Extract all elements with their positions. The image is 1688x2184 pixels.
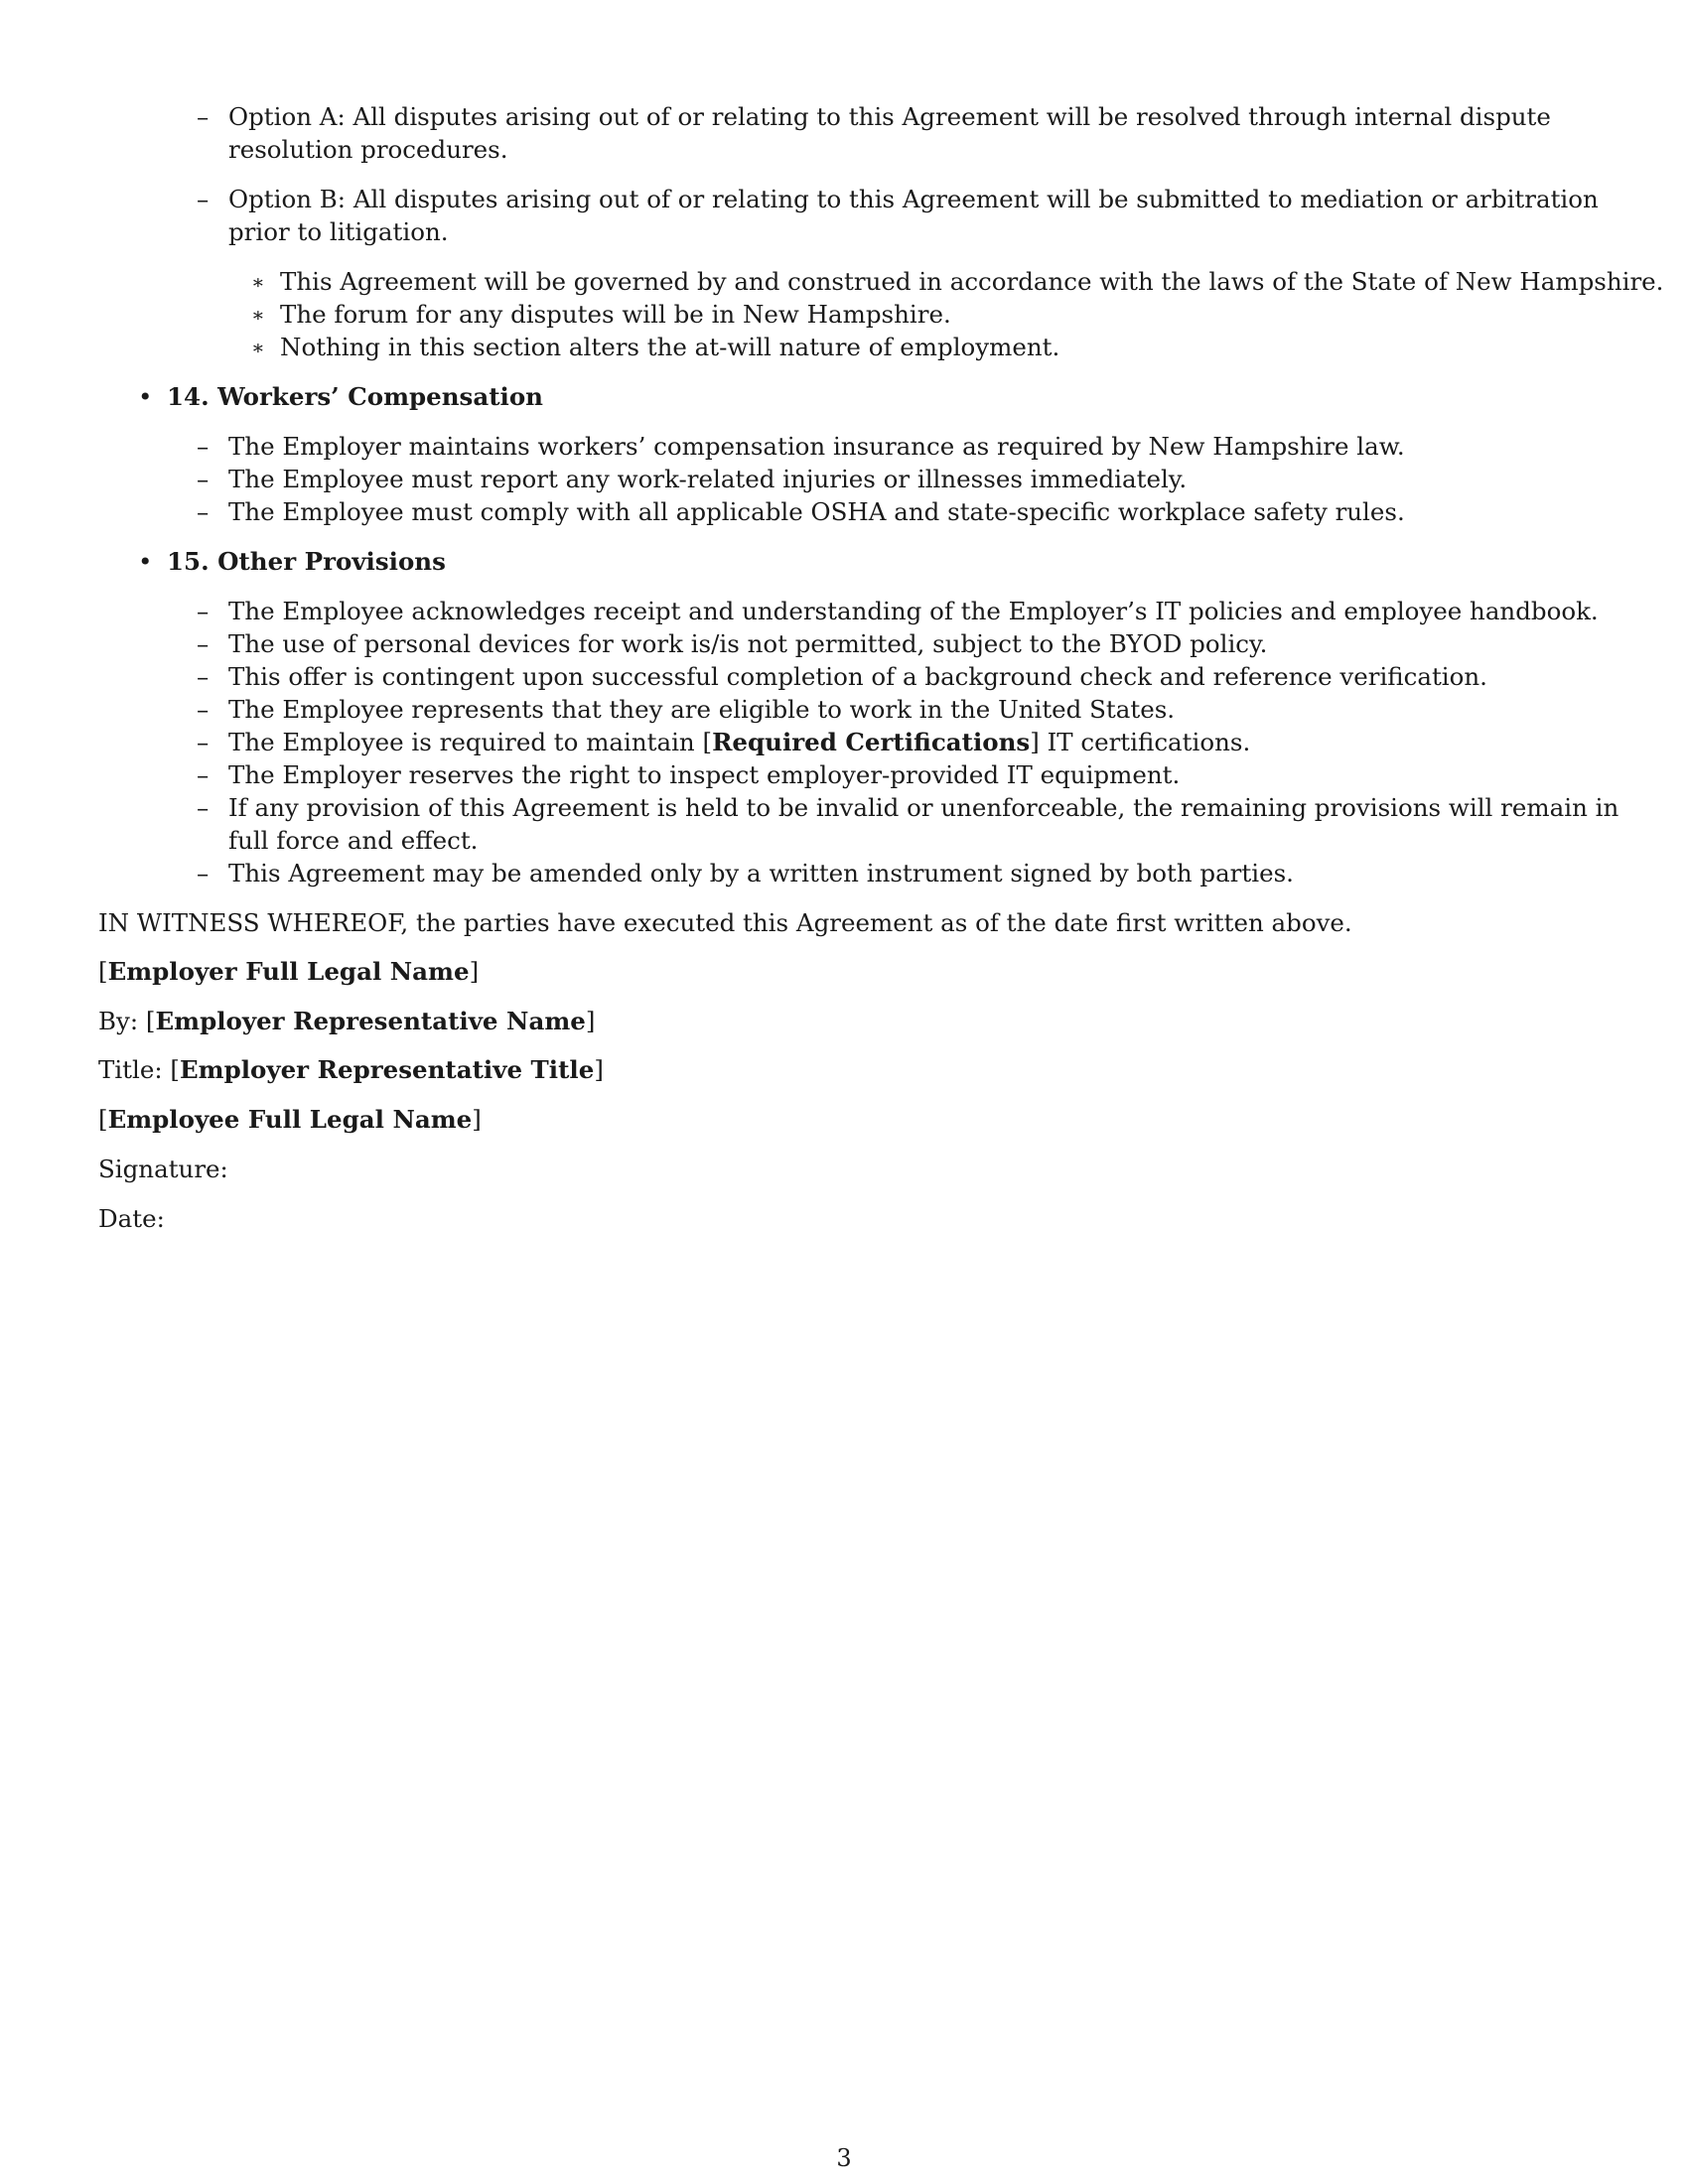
title-label: Title:	[98, 1055, 163, 1084]
star-marker: ∗	[251, 303, 265, 327]
at-will-item: Nothing in this section alters the at-will nature of employment.	[280, 333, 1060, 361]
workers-comp-item: The Employer maintains workers’ compensation insurance as required by New Hampshire law.	[228, 432, 1405, 461]
dash-marker: –	[197, 793, 210, 822]
severability-line-1: If any provision of this Agreement is held to be invalid or unenforceable, the remaining provisions will remain in	[228, 793, 1619, 822]
cert-suffix: ] IT certifications.	[1030, 728, 1251, 756]
date-label: Date:	[98, 1204, 165, 1233]
severability-line-2: full force and effect.	[228, 826, 479, 855]
cert-prefix: The Employee is required to maintain [	[228, 728, 713, 756]
inspect-equipment-item: The Employer reserves the right to inspect employer-provided IT equipment.	[228, 760, 1181, 789]
dash-marker: –	[197, 629, 210, 658]
dash-marker: –	[197, 760, 210, 789]
workers-comp-item: The Employee must comply with all applicable OSHA and state-specific workplace safety rules.	[228, 497, 1405, 526]
other-provision-item: The use of personal devices for work is/is not permitted, subject to the BYOD policy.	[228, 629, 1268, 658]
other-provision-item: The Employee acknowledges receipt and understanding of the Employer’s IT policies and employee handbook.	[228, 597, 1599, 625]
dash-marker: –	[197, 859, 210, 887]
option-b-line-1: Option B: All disputes arising out of or relating to this Agreement will be submitted to mediation or arbitration	[228, 185, 1599, 213]
signature-label: Signature:	[98, 1155, 228, 1183]
employer-representative-name: Employer Representative Name	[155, 1007, 586, 1035]
star-marker: ∗	[251, 270, 265, 294]
required-certifications-placeholder: Required Certifications	[712, 728, 1031, 756]
page-number: 3	[836, 2144, 852, 2172]
option-b-line-2: prior to litigation.	[228, 217, 449, 246]
by-line: By: [Employer Representative Name]	[98, 1007, 596, 1035]
forum-item: The forum for any disputes will be in New Hampshire.	[280, 300, 951, 329]
by-label: By:	[98, 1007, 139, 1035]
dash-marker: –	[197, 432, 210, 461]
other-provision-item: This offer is contingent upon successful completion of a background check and reference verification.	[228, 662, 1487, 691]
employer-name-line: [Employer Full Legal Name]	[98, 957, 480, 986]
option-a-line-1: Option A: All disputes arising out of or relating to this Agreement will be resolved through internal dispute	[228, 102, 1551, 131]
option-a-line-2: resolution procedures.	[228, 135, 508, 164]
employee-full-legal-name: Employee Full Legal Name	[107, 1105, 473, 1134]
dash-marker: –	[197, 497, 210, 526]
dash-marker: –	[197, 695, 210, 724]
employee-name-line: [Employee Full Legal Name]	[98, 1105, 482, 1134]
employer-representative-title: Employer Representative Title	[179, 1055, 595, 1084]
dash-marker: –	[197, 465, 210, 493]
employer-full-legal-name: Employer Full Legal Name	[107, 957, 470, 986]
star-marker: ∗	[251, 336, 265, 359]
dash-marker: –	[197, 185, 210, 213]
workers-comp-item: The Employee must report any work-related injuries or illnesses immediately.	[228, 465, 1188, 493]
other-provision-item: The Employee represents that they are eligible to work in the United States.	[228, 695, 1176, 724]
bullet-marker: •	[138, 547, 153, 576]
amendment-item: This Agreement may be amended only by a written instrument signed by both parties.	[228, 859, 1294, 887]
witness-statement: IN WITNESS WHEREOF, the parties have executed this Agreement as of the date first written above.	[98, 908, 1352, 937]
dash-marker: –	[197, 662, 210, 691]
title-line: Title: [Employer Representative Title]	[98, 1055, 604, 1084]
governing-law-item: This Agreement will be governed by and construed in accordance with the laws of the State of New Hampshire.	[280, 267, 1664, 296]
dash-marker: –	[197, 102, 210, 131]
certifications-item	[228, 726, 1250, 758]
section-15-heading: 15. Other Provisions	[167, 547, 446, 576]
dash-marker: –	[197, 728, 210, 756]
section-14-heading: 14. Workers’ Compensation	[167, 382, 543, 411]
dash-marker: –	[197, 597, 210, 625]
bullet-marker: •	[138, 382, 153, 411]
